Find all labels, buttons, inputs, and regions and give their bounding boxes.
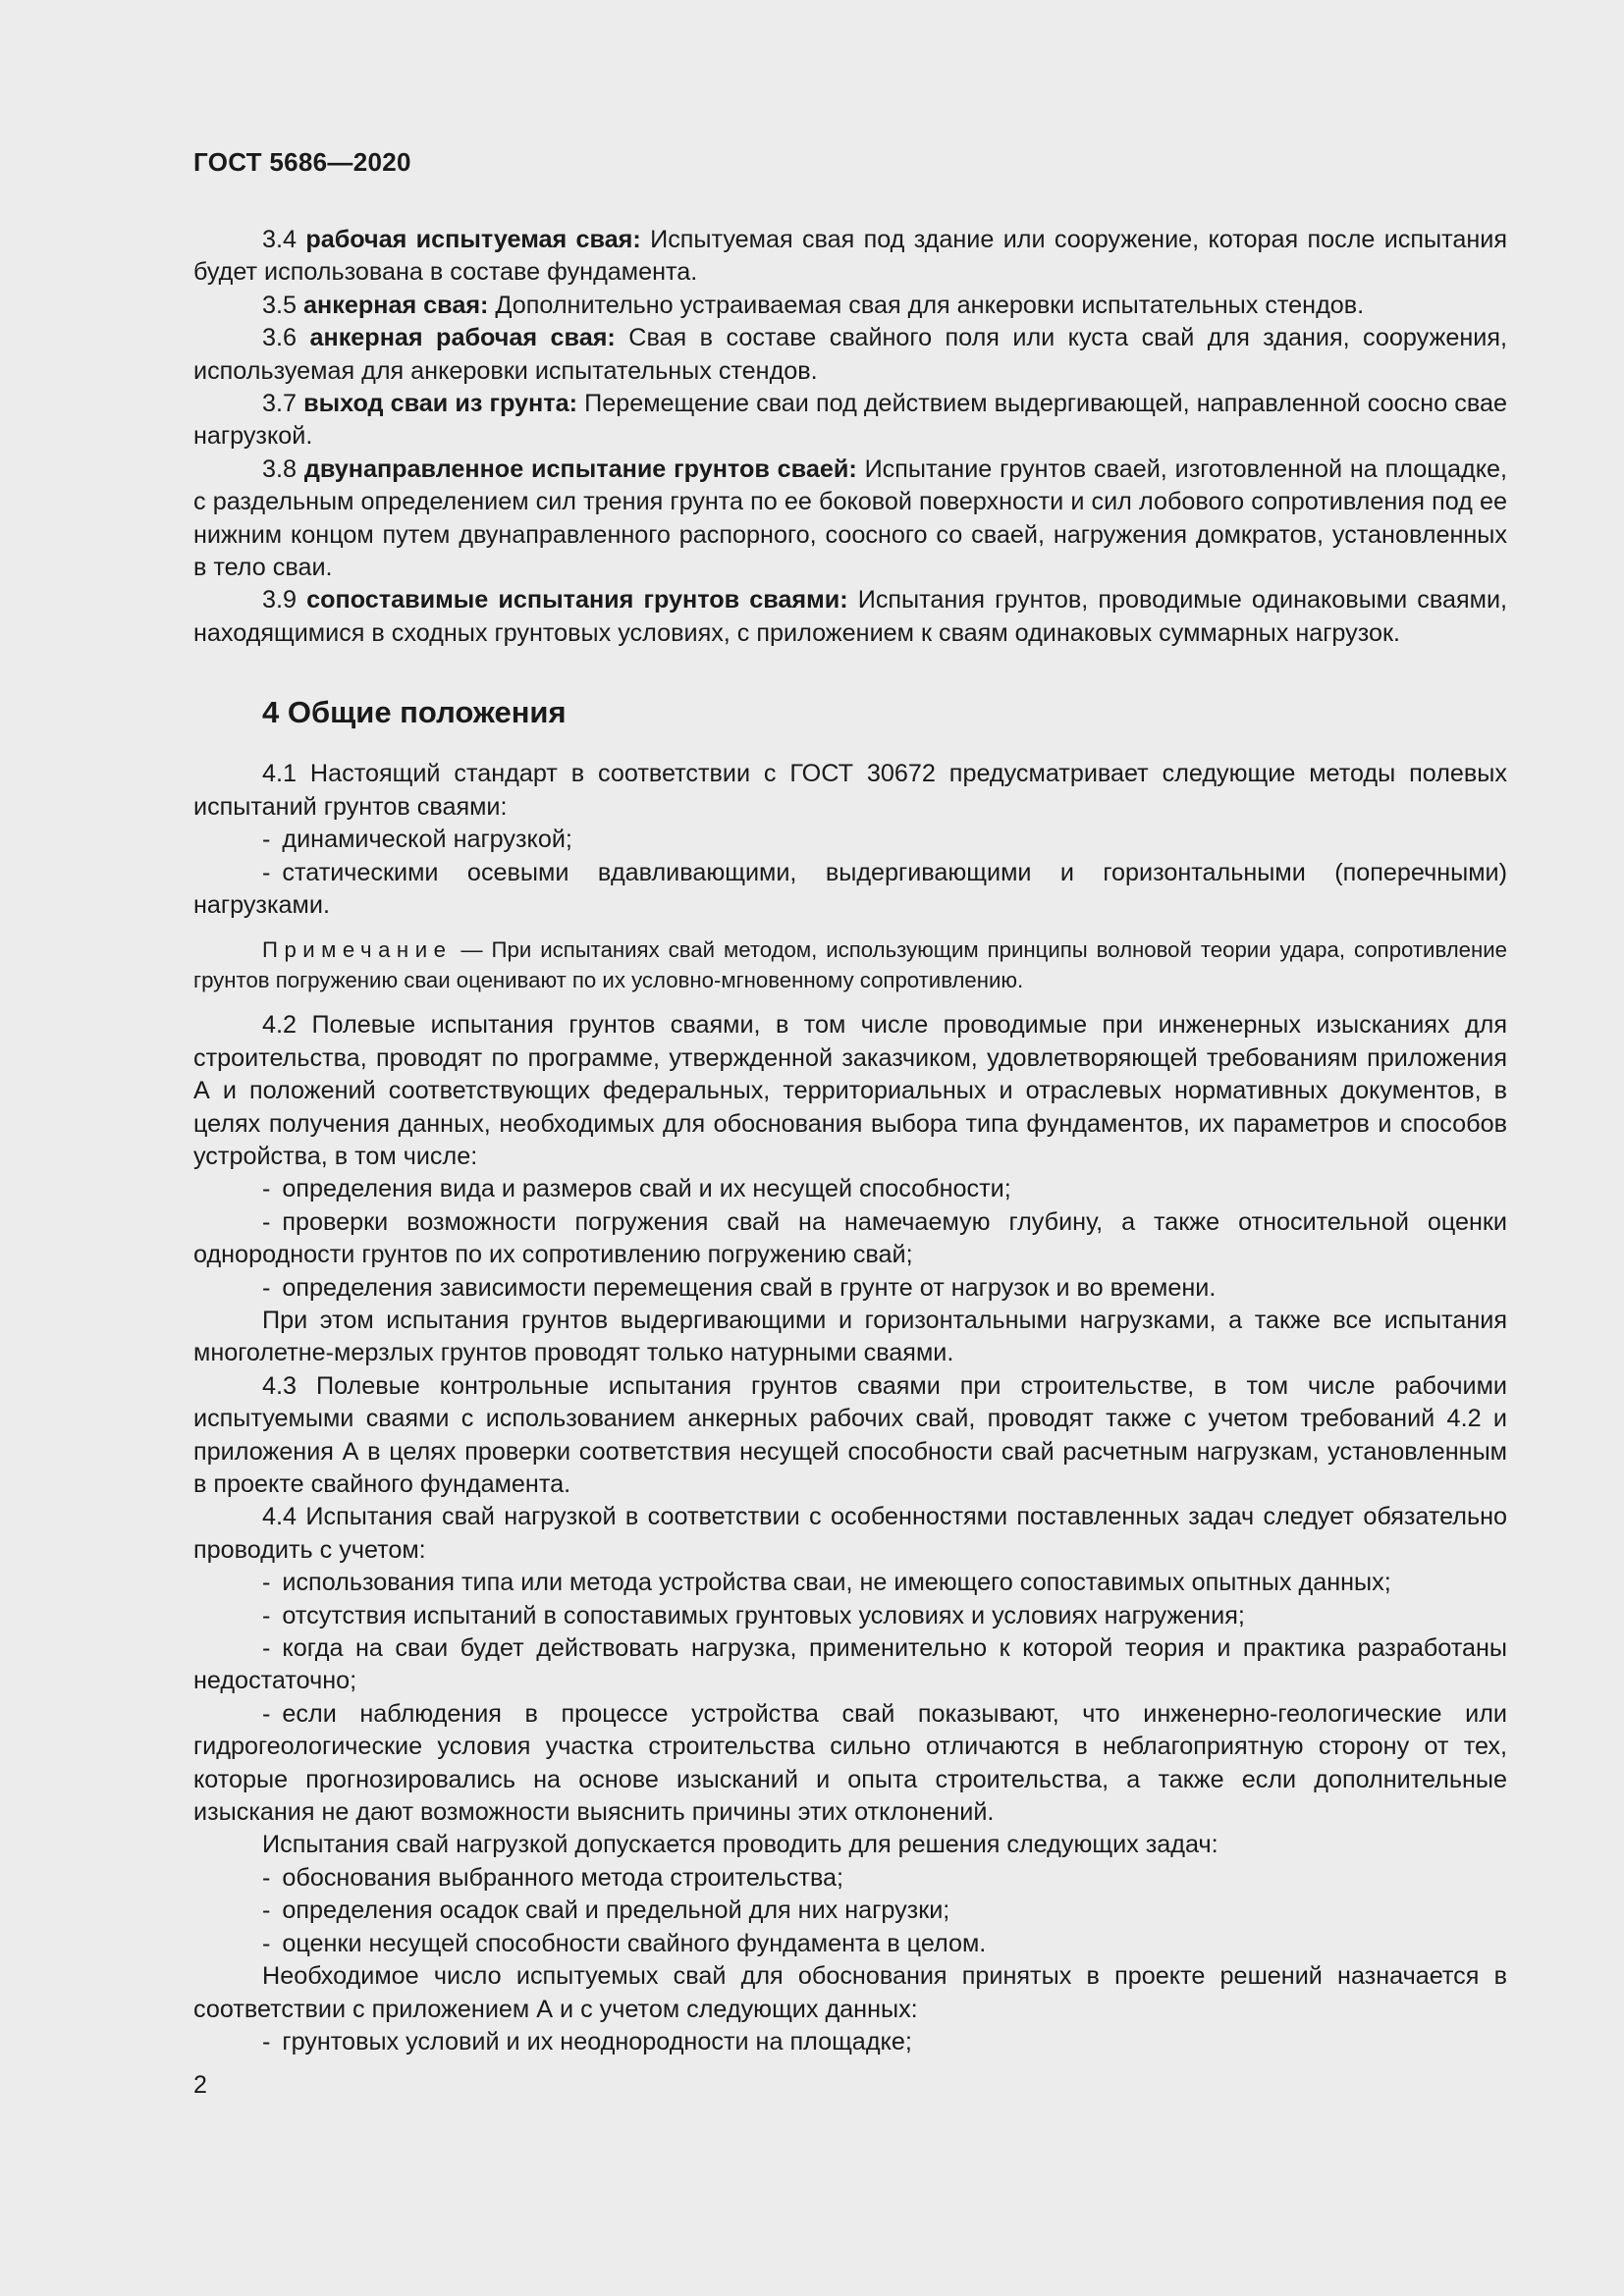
- clause-4-2-tail: При этом испытания грунтов выдергивающими и горизонтальными нагрузками, а также все испытания многолетне-мерзлых грунтов проводят только натурными сваями.: [193, 1306, 1507, 1367]
- dash-bullet: -: [262, 1634, 271, 1663]
- count-intro: Необходимое число испытуемых свай для обоснования принятых в проекте решений назначается в соответствии с приложением А и с учетом следующих данных:: [193, 1962, 1507, 2023]
- term-definition: Свая в составе свайного поля или куста свай для здания, сооружения, используемая для анкеровки испытательных стендов.: [193, 324, 1508, 385]
- dash-bullet: -: [262, 1175, 271, 1203]
- dash-bullet: -: [262, 1273, 271, 1302]
- note-text: — При испытаниях свай методом, использующим принципы волновой теории удара, сопротивление грунтов погружению сваи оценивают по их условно-мгновенному сопротивлению.: [193, 937, 1507, 993]
- list-item-text: когда на сваи будет действовать нагрузка, применительно к которой теория и практика разработаны недостаточно;: [193, 1634, 1507, 1695]
- list-item-text: определения осадок свай и предельной для них нагрузки;: [282, 1896, 950, 1925]
- dash-bullet: -: [262, 1863, 271, 1892]
- list-item-text: если наблюдения в процессе устройства свай показывают, что инженерно-геологические или гидрогеологические условия участка строительства сильно отличаются в неблагоприятную сторону от тех, которые прогнозировались на основе изысканий и опыта строительства, а также если дополнительные изыскания не дают возможности выяснить причины этих отклонений.: [193, 1699, 1507, 1827]
- term-definition: Дополнительно устраиваемая свая для анкеровки испытательных стендов.: [495, 291, 1365, 319]
- term-title: сопоставимые испытания грунтов сваями:: [306, 586, 848, 614]
- dash-bullet: -: [262, 1896, 271, 1925]
- term-3-6: [193, 322, 1507, 388]
- term-definition: Испытание грунтов сваей, изготовленной на площадке, с раздельным определением сил трения грунта по ее боковой поверхности и сил лобового сопротивления под ее нижним концом путем двунаправленного распорного, соосного со сваей, нагружения домкратов, установленных в тело сваи.: [193, 454, 1508, 582]
- list-item: [193, 1928, 1507, 1960]
- term-number: 3.8: [262, 454, 298, 483]
- page-content: [193, 224, 1507, 2058]
- list-item-text: использования типа или метода устройства сваи, не имеющего сопоставимых опытных данных;: [282, 1569, 1391, 1597]
- term-3-4: [193, 224, 1507, 290]
- dash-bullet: -: [262, 1699, 271, 1728]
- term-number: 3.5: [262, 291, 298, 319]
- term-definition: Испытания грунтов, проводимые одинаковыми сваями, находящимися в сходных грунтовых условиях, с приложением к сваям одинаковых суммарных нагрузок.: [193, 586, 1508, 647]
- term-number: 3.9: [262, 586, 298, 614]
- list-item: [193, 1632, 1507, 1698]
- term-title: рабочая испытуемая свая:: [305, 226, 641, 253]
- list-item: [193, 857, 1507, 923]
- dash-bullet: -: [262, 1601, 271, 1629]
- dash-bullet: -: [262, 858, 271, 886]
- section-4-heading: 4 Общие положения: [262, 695, 567, 730]
- clause-4-4: 4.4 Испытания свай нагрузкой в соответствии с особенностями поставленных задач следует обязательно проводить с учетом:: [193, 1503, 1507, 1564]
- list-item-text: грунтовых условий и их неоднородности на площадке;: [282, 2027, 912, 2056]
- list-item-text: статическими осевыми вдавливающими, выдергивающими и горизонтальными (поперечными) нагрузками.: [193, 858, 1507, 919]
- note-label: Примечание: [262, 937, 453, 963]
- list-item: [193, 824, 1507, 856]
- term-definition: Испытуемая свая под здание или сооружение, которая после испытания будет использована в составе фундамента.: [193, 226, 1508, 287]
- list-item: [193, 2026, 1507, 2058]
- list-item-text: определения вида и размеров свай и их несущей способности;: [282, 1175, 1011, 1203]
- clause-4-1: 4.1 Настоящий стандарт в соответствии с ГОСТ 30672 предусматривает следующие методы полевых испытаний грунтов сваями:: [193, 760, 1507, 821]
- dash-bullet: -: [262, 1569, 271, 1597]
- list-item: [193, 1698, 1507, 1830]
- document-code-header: ГОСТ 5686—2020: [193, 147, 411, 177]
- term-title: анкерная свая:: [303, 291, 489, 319]
- list-item-text: динамической нагрузкой;: [282, 826, 572, 854]
- list-item-text: обоснования выбранного метода строительства;: [282, 1863, 844, 1892]
- clause-4-3: 4.3 Полевые контрольные испытания грунтов сваями при строительстве, в том числе рабочими испытуемыми сваями с использованием анкерных рабочих свай, проводят также с учетом требований 4.2 и приложения А в целях проверки соответствия несущей способности свай расчетным нагрузкам, установленным в проекте свайного фундамента.: [193, 1371, 1507, 1498]
- list-item-text: определения зависимости перемещения свай в грунте от нагрузок и во времени.: [282, 1273, 1217, 1302]
- dash-bullet: -: [262, 1207, 271, 1236]
- term-3-9: [193, 584, 1507, 650]
- clause-4-2: 4.2 Полевые испытания грунтов сваями, в том числе проводимые при инженерных изысканиях для строительства, проводят по программе, утвержденной заказчиком, удовлетворяющей требованиям приложения А и положений соответствующих федеральных, территориальных и отраслевых нормативных документов, в целях получения данных, необходимых для обоснования выбора типа фундаментов, их параметров и способов устройства, в том числе:: [193, 1011, 1507, 1170]
- list-item: [193, 1895, 1507, 1927]
- list-item-text: оценки несущей способности свайного фундамента в целом.: [282, 1929, 987, 1957]
- list-item: [193, 1862, 1507, 1895]
- term-3-5: [193, 290, 1507, 322]
- term-3-8: [193, 454, 1507, 585]
- term-number: 3.6: [262, 324, 298, 352]
- term-definition: Перемещение сваи под действием выдергивающей, направленной соосно свае нагрузкой.: [193, 390, 1508, 451]
- term-title: двунаправленное испытание грунтов сваей:: [303, 454, 857, 483]
- list-item-text: проверки возможности погружения свай на намечаемую глубину, а также относительной оценки однородности грунтов по их сопротивлению погружению свай;: [193, 1207, 1507, 1269]
- term-3-7: [193, 388, 1507, 454]
- term-title: анкерная рабочая свая:: [309, 324, 616, 352]
- dash-bullet: -: [262, 826, 271, 854]
- term-number: 3.4: [262, 226, 298, 253]
- list-item: [193, 1272, 1507, 1305]
- note: [193, 934, 1507, 995]
- tasks-intro: Испытания свай нагрузкой допускается проводить для решения следующих задач:: [262, 1831, 1218, 1859]
- term-title: выход сваи из грунта:: [303, 390, 577, 418]
- list-item: [193, 1567, 1507, 1599]
- dash-bullet: -: [262, 1929, 271, 1957]
- list-item: [193, 1600, 1507, 1632]
- list-item: [193, 1173, 1507, 1205]
- page-number: 2: [193, 2071, 207, 2099]
- list-item: [193, 1206, 1507, 1272]
- dash-bullet: -: [262, 2027, 271, 2056]
- term-number: 3.7: [262, 390, 298, 418]
- list-item-text: отсутствия испытаний в сопоставимых грунтовых условиях и условиях нагружения;: [282, 1601, 1245, 1629]
